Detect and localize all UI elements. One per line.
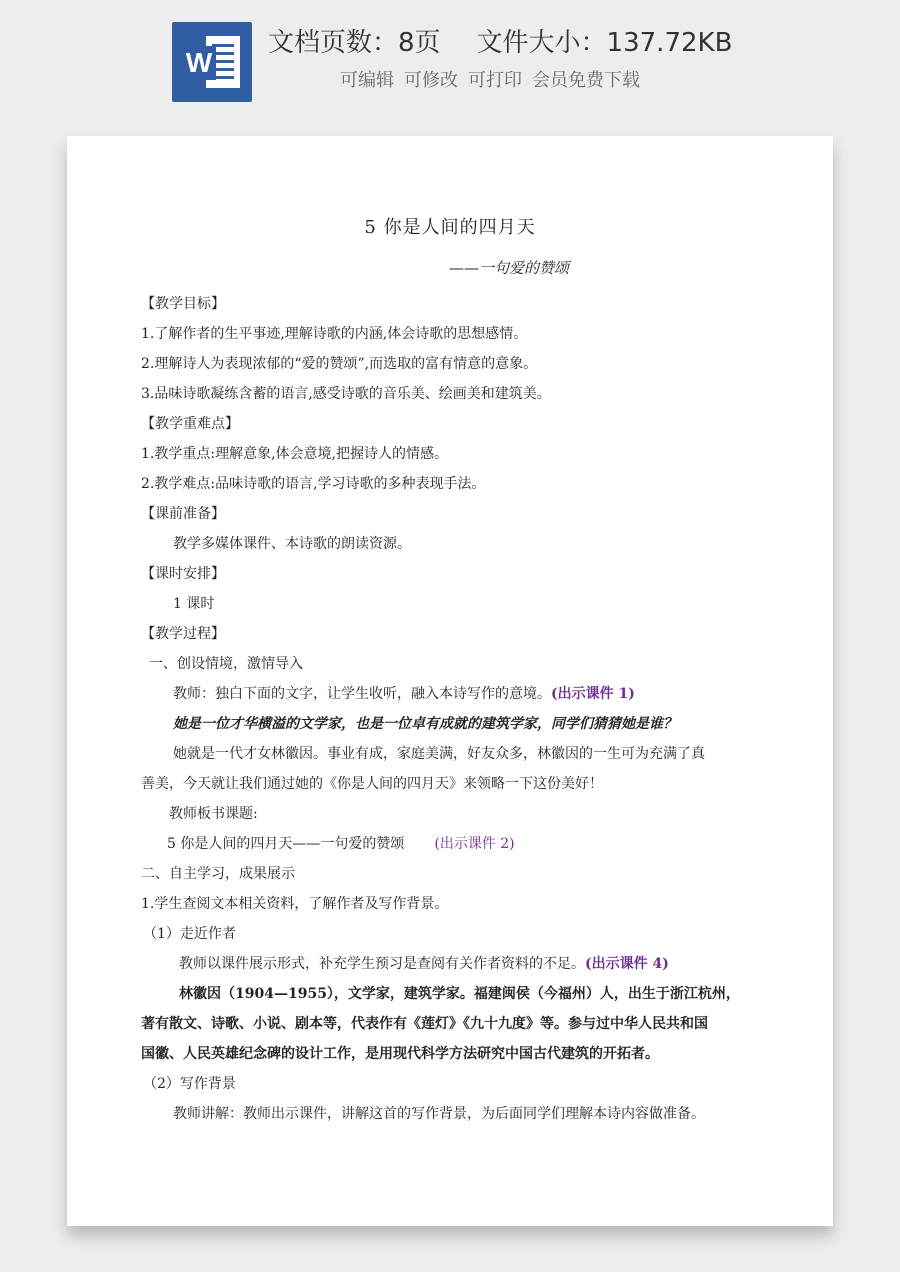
intro-quote: 她是一位才华横溢的文学家，也是一位卓有成就的建筑学家，同学们猜猜她是谁？	[173, 716, 677, 732]
courseware-1-note: (出示课件 1)	[551, 686, 635, 702]
feature-list	[340, 66, 640, 92]
teacher-intro-text: 教师：独白下面的文字，让学生收听，融入本诗写作的意境。	[173, 686, 551, 702]
document-title: 5 你是人间的四月天	[364, 217, 536, 238]
intro-paragraph-line: 她就是一代才女林徽因。事业有成，家庭美满，好友众多，林徽因的一生可为充满了真	[173, 746, 705, 762]
file-size: 文件大小：137.72KB	[476, 28, 733, 58]
feature-modifiable: 可修改	[404, 70, 458, 91]
process-heading: 【教学过程】	[141, 626, 225, 642]
board-title-text: 5 你是人间的四月天——一句爱的赞颂	[167, 836, 405, 852]
document-subtitle: ——一句爱的赞颂	[449, 259, 570, 277]
subsection-author-heading: （1）走近作者	[143, 926, 236, 942]
author-bio-line: 国徽、人民英雄纪念碑的设计工作，是用现代科学方法研究中国古代建筑的开拓者。	[141, 1046, 659, 1062]
subsection-background-heading: （2）写作背景	[143, 1076, 236, 1092]
key-point-item: 1.教学重点:理解意象,体会意境,把握诗人的情感。	[141, 446, 448, 462]
feature-editable: 可编辑	[340, 70, 394, 91]
preparation-heading: 【课前准备】	[141, 506, 225, 522]
word-document-icon	[172, 22, 252, 102]
document-page	[67, 136, 833, 1226]
goal-item: 2.理解诗人为表现浓郁的“爱的赞颂”,而选取的富有情意的意象。	[141, 356, 538, 372]
document-info-banner	[0, 0, 900, 125]
teacher-author-line	[179, 954, 669, 974]
author-bio-line: 著有散文、诗歌、小说、剧本等，代表作有《莲灯》《九十九度》等。参与过中华人民共和国	[141, 1016, 708, 1032]
feature-printable: 可打印	[468, 70, 522, 91]
schedule-text: 1 课时	[173, 596, 215, 612]
task-one-text: 1.学生查阅文本相关资料，了解作者及写作背景。	[141, 896, 449, 912]
key-points-heading: 【教学重难点】	[141, 416, 239, 432]
courseware-4-note: (出示课件 4)	[585, 956, 669, 972]
courseware-2-note: (出示课件 2)	[434, 836, 515, 852]
goals-heading: 【教学目标】	[141, 296, 225, 312]
board-title-line	[167, 834, 515, 854]
board-title-label: 教师板书课题:	[169, 806, 258, 822]
author-bio-line: 林徽因（1904—1955），文学家，建筑学家。福建闽侯（今福州）人，出生于浙江杭州，	[179, 986, 740, 1002]
step-one-heading: 一、创设情境，激情导入	[149, 656, 303, 672]
page-count: 文档页数：8页	[268, 28, 441, 58]
goal-item: 3.品味诗歌凝练含蓄的语言,感受诗歌的音乐美、绘画美和建筑美。	[141, 386, 551, 402]
teacher-background-text: 教师讲解：教师出示课件，讲解这首的写作背景，为后面同学们理解本诗内容做准备。	[173, 1106, 705, 1122]
step-two-heading: 二、自主学习，成果展示	[141, 866, 295, 882]
key-point-item: 2.教学难点:品味诗歌的语言,学习诗歌的多种表现手法。	[141, 476, 486, 492]
goal-item: 1.了解作者的生平事迹,理解诗歌的内涵,体会诗歌的思想感情。	[141, 326, 528, 342]
teacher-intro-line	[173, 684, 635, 704]
schedule-heading: 【课时安排】	[141, 566, 225, 582]
feature-member-download: 会员免费下载	[532, 70, 640, 91]
intro-paragraph-line: 善美，今天就让我们通过她的《你是人间的四月天》来领略一下这份美好！	[141, 776, 603, 792]
teacher-author-text: 教师以课件展示形式，补充学生预习是查阅有关作者资料的不足。	[179, 956, 585, 972]
word-icon-letter: W	[182, 46, 216, 80]
preparation-text: 教学多媒体课件、本诗歌的朗读资源。	[173, 536, 411, 552]
file-stats	[268, 22, 732, 59]
